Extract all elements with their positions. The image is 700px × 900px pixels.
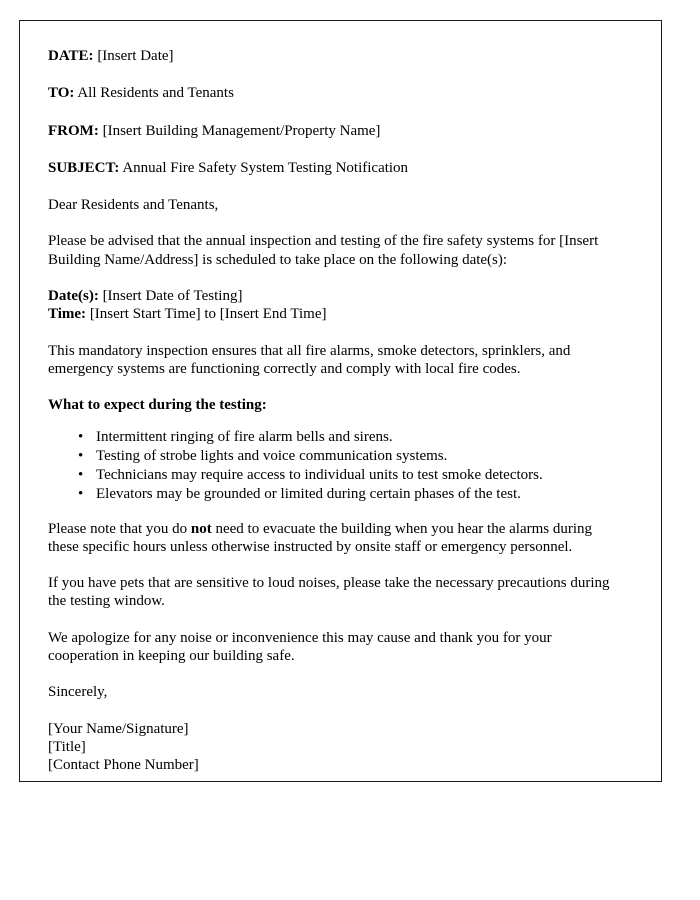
- document-page: [19, 20, 662, 782]
- bullet-icon: •: [78, 466, 84, 483]
- document-body: [20, 21, 661, 775]
- signature-block: [48, 720, 624, 775]
- bullet-icon: •: [78, 447, 84, 464]
- memo-value-subject: Annual Fire Safety System Testing Notification: [122, 159, 409, 176]
- list-item-label: Elevators may be grounded or limited during certain phases of the test.: [96, 485, 521, 502]
- schedule-value-time: [Insert Start Time] to [Insert End Time]: [89, 306, 327, 323]
- closing-line: Sincerely,: [48, 684, 108, 701]
- memo-value-date: [Insert Date]: [97, 48, 174, 64]
- memo-value-to: All Residents and Tenants: [77, 85, 234, 102]
- bullet-icon: •: [78, 428, 84, 445]
- memo-field-from: [48, 122, 624, 140]
- list-item-label: Intermittent ringing of fire alarm bells and sirens.: [96, 428, 393, 445]
- signature-line-phone: [Contact Phone Number]: [48, 757, 199, 774]
- memo-field-date: [48, 47, 624, 65]
- expectations-list: [48, 428, 624, 503]
- schedule-row-dates: [48, 287, 624, 305]
- memo-label-subject: SUBJECT:: [48, 159, 120, 176]
- pets-paragraph: If you have pets that are sensitive to loud noises, please take the necessary precautions during the testing window.: [48, 575, 610, 610]
- schedule-block: [48, 287, 624, 324]
- memo-label-date: DATE:: [48, 48, 94, 64]
- schedule-label-dates: Date(s):: [48, 288, 99, 305]
- mandatory-inspection-paragraph: This mandatory inspection ensures that all fire alarms, smoke detectors, sprinklers, and emergency systems are functioning correctly and comply with local fire codes.: [48, 342, 571, 377]
- evacuation-notice-emphasis: not: [190, 520, 212, 537]
- memo-value-from: [Insert Building Management/Property Name]: [102, 122, 381, 139]
- signature-line-name: [Your Name/Signature]: [48, 720, 189, 737]
- memo-label-to: TO:: [48, 85, 75, 102]
- salutation: Dear Residents and Tenants,: [48, 197, 219, 214]
- schedule-label-time: Time:: [48, 306, 87, 323]
- expectations-heading: What to expect during the testing:: [48, 397, 267, 414]
- list-item: [78, 428, 624, 446]
- list-item: [78, 485, 624, 503]
- evacuation-notice-paragraph: [48, 520, 624, 557]
- apology-paragraph: We apologize for any noise or inconvenience this may cause and thank you for your cooperation in keeping our building safe.: [48, 629, 552, 665]
- evacuation-notice-before: Please note that you do: [48, 520, 191, 537]
- schedule-row-time: [48, 305, 624, 323]
- memo-field-subject: [48, 159, 624, 177]
- schedule-value-dates: [Insert Date of Testing]: [102, 288, 243, 305]
- list-item: [78, 466, 624, 484]
- list-item-label: Technicians may require access to individual units to test smoke detectors.: [96, 466, 543, 483]
- intro-paragraph: Please be advised that the annual inspection and testing of the fire safety systems for [Insert Building Name/Address] is scheduled to take place on the following date(s):: [48, 233, 599, 268]
- list-item: [78, 447, 624, 465]
- memo-label-from: FROM:: [48, 122, 99, 139]
- bullet-icon: •: [78, 485, 84, 502]
- list-item-label: Testing of strobe lights and voice communication systems.: [96, 447, 448, 464]
- evacuation-notice-after: need to evacuate the building when you hear the alarms during these specific hours unless otherwise instructed by onsite staff or emergency personnel.: [48, 520, 593, 555]
- memo-field-to: [48, 84, 624, 102]
- signature-line-title: [Title]: [48, 738, 86, 755]
